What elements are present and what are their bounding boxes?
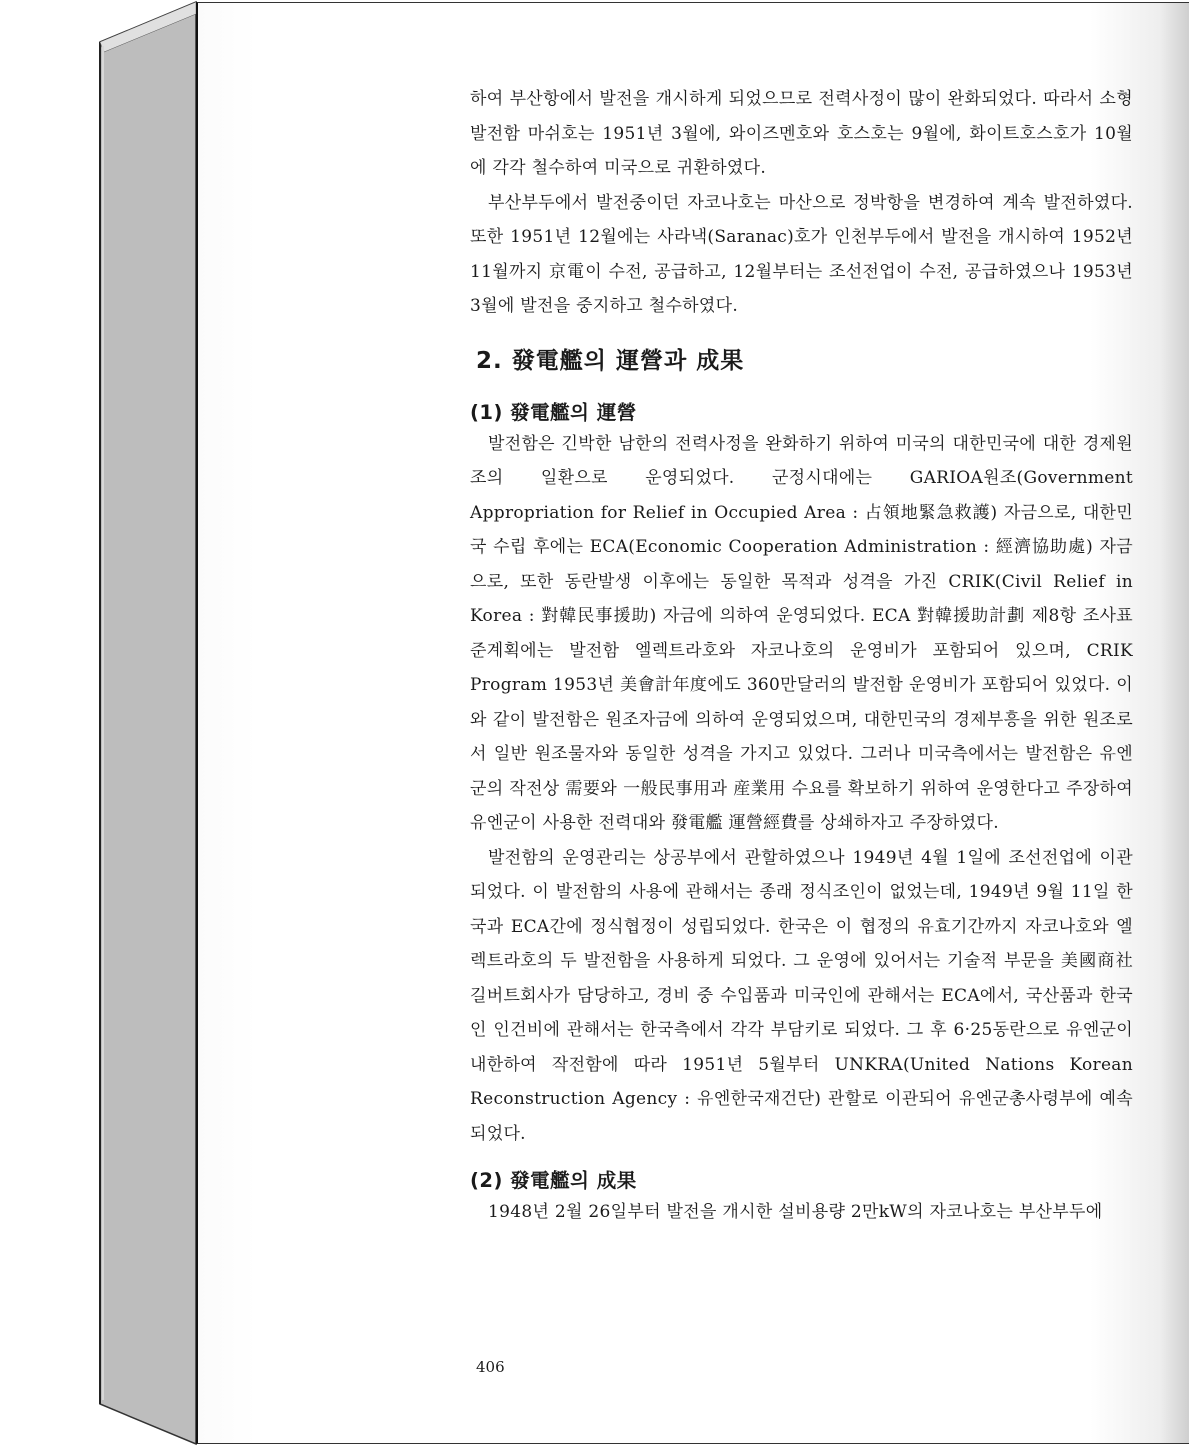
paragraph: 발전함의 운영관리는 상공부에서 관할하였으나 1949년 4월 1일에 조선전업에 이관되었다. 이 발전함의 사용에 관해서는 종래 정식조인이 없었는데, 1949년 9월 11일 한국과 ECA간에 정식협정이 성립되었다. 한국은 이 협정의 유효기간까지 자코나호와 엘렉트라호의 두 발전함을 사용하게 되었다. 그 운영에 있어서는 기술적 부문을 美國商社 길버트회사가 담당하고, 경비 중 수입품과 미국인에 관해서는 ECA에서, 국산품과 한국인 인건비에 관해서는 한국측에서 각각 부담키로 되었다. 그 후 6·25동란으로 유엔군이 내한하여 작전함에 따라 1951년 5월부터 UNKRA(United Nations Korean Reconstruction Agency : 유엔한국재건단) 관할로 이관되어 유엔군총사령부에 예속되었다.: [470, 847, 1133, 1144]
paragraph: 발전함은 긴박한 남한의 전력사정을 완화하기 위하여 미국의 대한민국에 대한 경제원조의 일환으로 운영되었다. 군정시대에는 GARIOA원조(Government Appropriation for Relief in Occupied Area : 占領地緊急救護) 자금으로, 대한민국 수립 후에는 ECA(Economic Cooperation Administration : 經濟協助處) 자금으로, 또한 동란발생 이후에는 동일한 목적과 성격을 가진 CRIK(Civil Relief in Korea : 對韓民事援助) 자금에 의하여 운영되었다. ECA 對韓援助計劃 제8항 조사표준계획에는 발전함 엘렉트라호와 자코나호의 운영비가 포함되어 있으며, CRIK Program 1953년 美會計年度에도 360만달러의 발전함 운영비가 포함되어 있었다. 이와 같이 발전함은 원조자금에 의하여 운영되었으며, 대한민국의 경제부흥을 위한 원조로서 일반 원조물자와 동일한 성격을 가지고 있었다. 그러나 미국측에서는 발전함은 유엔군의 작전상 需要와 一般民事用과 産業用 수요를 확보하기 위하여 운영한다고 주장하여 유엔군이 사용한 전력대와 發電艦 運營經費를 상쇄하자고 주장하였다.: [470, 433, 1133, 833]
page-content: [470, 82, 1133, 1230]
subsection-title: (2) 發電艦의 成果: [470, 1169, 637, 1192]
subsection-title: (1) 發電艦의 運營: [470, 400, 637, 424]
section-title: 2. 發電艦의 運營과 成果: [476, 347, 745, 374]
page-number: 406: [476, 1358, 505, 1376]
book-spine-illustration: [0, 0, 200, 1446]
paragraph: 부산부두에서 발전중이던 자코나호는 마산으로 정박항을 변경하여 계속 발전하였다. 또한 1951년 12월에는 사라낵(Saranac)호가 인천부두에서 발전을 개시하여 1952년 11월까지 京電이 수전, 공급하고, 12월부터는 조선전업이 수전, 공급하였으나 1953년 3월에 발전을 중지하고 철수하였다.: [470, 192, 1133, 316]
paragraph: 하여 부산항에서 발전을 개시하게 되었으므로 전력사정이 많이 완화되었다. 따라서 소형발전함 마쉬호는 1951년 3월에, 와이즈멘호와 호스호는 9월에, 화이트호스호가 10월에 각각 철수하여 미국으로 귀환하였다.: [470, 89, 1133, 178]
paragraph: 1948년 2월 26일부터 발전을 개시한 설비용량 2만kW의 자코나호는 부산부두에: [488, 1202, 1103, 1222]
